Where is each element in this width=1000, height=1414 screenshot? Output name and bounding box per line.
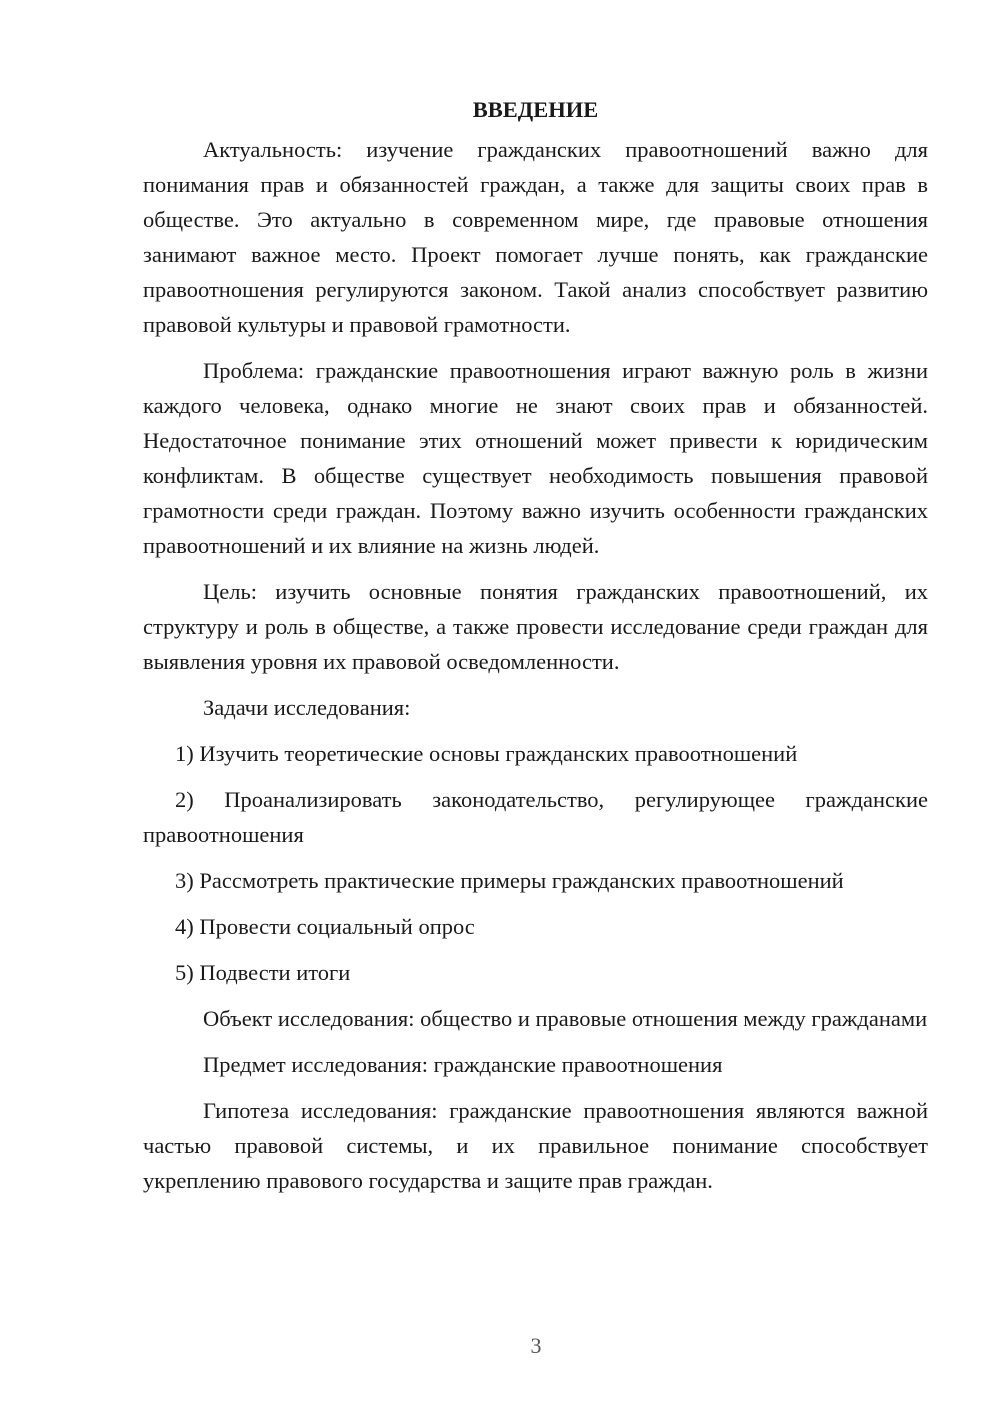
paragraph-subject: Предмет исследования: гражданские правоотношения <box>203 1052 723 1077</box>
task-item-1: 1) Изучить теоретические основы гражданских правоотношений <box>175 741 798 766</box>
tasks-heading: Задачи исследования: <box>203 695 411 720</box>
paragraph-relevance: Актуальность: изучение гражданских правоотношений важно для понимания прав и обязанностей граждан, а также для защиты своих прав в обществе. Это актуально в современном мире, где правовые отношения занимают важное место. Проект помогает лучше понять, как гражданские правоотношения регулируются законом. Такой анализ способствует развитию правовой культуры и правовой грамотности. <box>143 137 928 337</box>
paragraph-goal: Цель: изучить основные понятия гражданских правоотношений, их структуру и роль в обществе, а также провести исследование среди граждан для выявления уровня их правовой осведомленности. <box>143 579 928 674</box>
paragraph-problem: Проблема: гражданские правоотношения играют важную роль в жизни каждого человека, однако многие не знают своих прав и обязанностей. Недостаточное понимание этих отношений может привести к юридическим конфликтам. В обществе существует необходимость повышения правовой грамотности среди граждан. Поэтому важно изучить особенности гражданских правоотношений и их влияние на жизнь людей. <box>143 358 928 558</box>
task-item-2: 2) Проанализировать законодательство, регулирующее гражданские правоотношения <box>143 787 928 847</box>
task-item-5: 5) Подвести итоги <box>175 960 351 985</box>
task-item-4: 4) Провести социальный опрос <box>175 914 475 939</box>
page-number: 3 <box>530 1333 542 1358</box>
paragraph-object: Объект исследования: общество и правовые отношения между гражданами <box>203 1006 928 1031</box>
task-item-3: 3) Рассмотреть практические примеры гражданских правоотношений <box>175 868 844 893</box>
paragraph-hypothesis: Гипотеза исследования: гражданские правоотношения являются важной частью правовой системы, и их правильное понимание способствует укреплению правового государства и защите прав граждан. <box>143 1098 928 1193</box>
page-title: ВВЕДЕНИЕ <box>472 97 599 122</box>
page-content <box>143 92 928 1209</box>
